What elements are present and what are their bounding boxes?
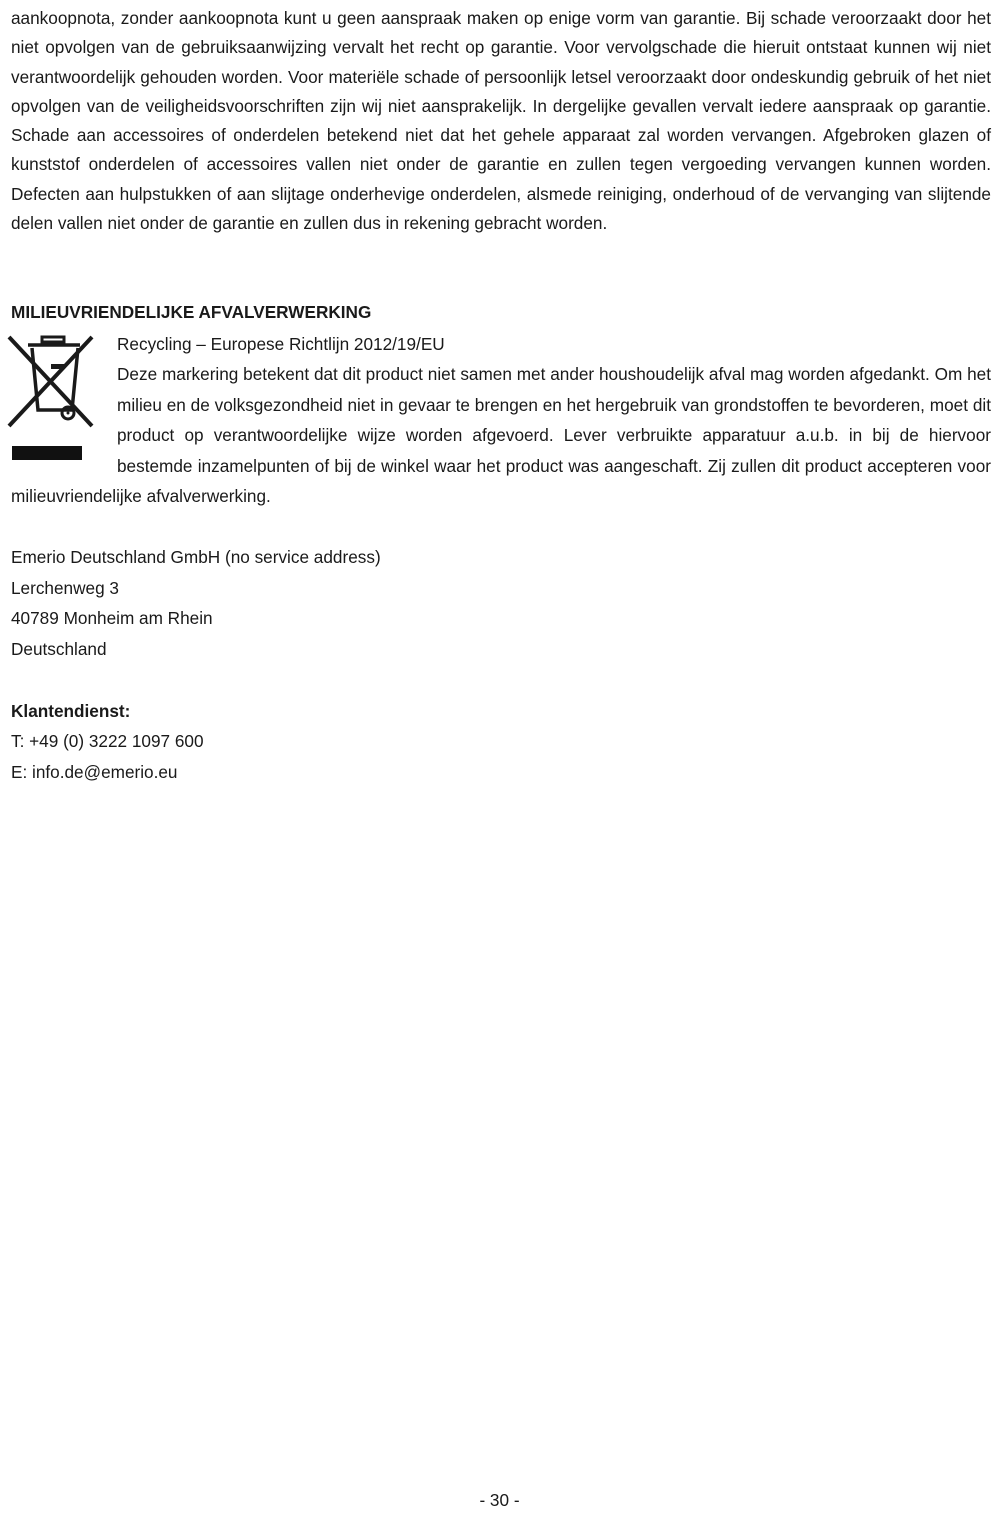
weee-body-text: Deze markering betekent dat dit product niet samen met ander houshoudelijk afval mag worden afgedankt. Om het milieu en de volksgezondheid niet in gevaar te brengen en het hergebruik van grondstoffen te bevorderen, moet dit product op verantwoordelijke wijze worden afgevoerd. Lever verbruikte apparatuur a.u.b. in bij de hiervoor bestemde inzamelpunten of bij de winkel waar het product was aangeschaft. Zij zullen dit product accepteren voor milieuvriendelijke afvalverwerking.: [11, 364, 991, 507]
company-name: Emerio Deutschland GmbH (no service address): [11, 547, 381, 567]
directive-line: Recycling – Europese Richtlijn 2012/19/EU: [117, 334, 445, 354]
weee-section: [11, 329, 991, 511]
page-number: - 30 -: [479, 1490, 520, 1510]
customer-service-phone: T: +49 (0) 3222 1097 600: [11, 731, 204, 752]
customer-service-email: E: info.de@emerio.eu: [11, 761, 178, 782]
customer-service-title: Klantendienst:: [11, 701, 131, 721]
address-city: 40789 Monheim am Rhein: [11, 608, 213, 629]
company-address: [11, 542, 381, 664]
section-heading-environment: MILIEUVRIENDELIJKE AFVALVERWERKING: [11, 302, 372, 322]
customer-service-block: [11, 696, 204, 787]
address-country: Deutschland: [11, 638, 107, 659]
weee-crossed-out-bin-icon: [0, 334, 117, 469]
address-street: Lerchenweg 3: [11, 577, 119, 598]
warranty-paragraph: aankoopnota, zonder aankoopnota kunt u geen aanspraak maken op enige vorm van garantie. Bij schade veroorzaakt door het niet opvolgen van de gebruiksaanwijzing vervalt het recht op garantie. Voor vervolgschade die hieruit ontstaat kunnen wij niet verantwoordelijk gehouden worden. Voor materiële schade of persoonlijk letsel veroorzaakt door ondeskundig gebruik of het niet opvolgen van de veiligheidsvoorschriften zijn wij niet aansprakelijk. In dergelijke gevallen vervalt iedere aanspraak op garantie. Schade aan accessoires of onderdelen betekend niet dat het gehele apparaat zal worden vervangen. Afgebroken glazen of kunststof onderdelen of accessoires vallen niet onder de garantie en zullen tegen vergoeding vervangen kunnen worden. Defecten aan hulpstukken of aan slijtage onderhevige onderdelen, alsmede reiniging, onderhoud of de vervanging van slijtende delen vallen niet onder de garantie en zullen dus in rekening gebracht worden.: [11, 8, 991, 234]
